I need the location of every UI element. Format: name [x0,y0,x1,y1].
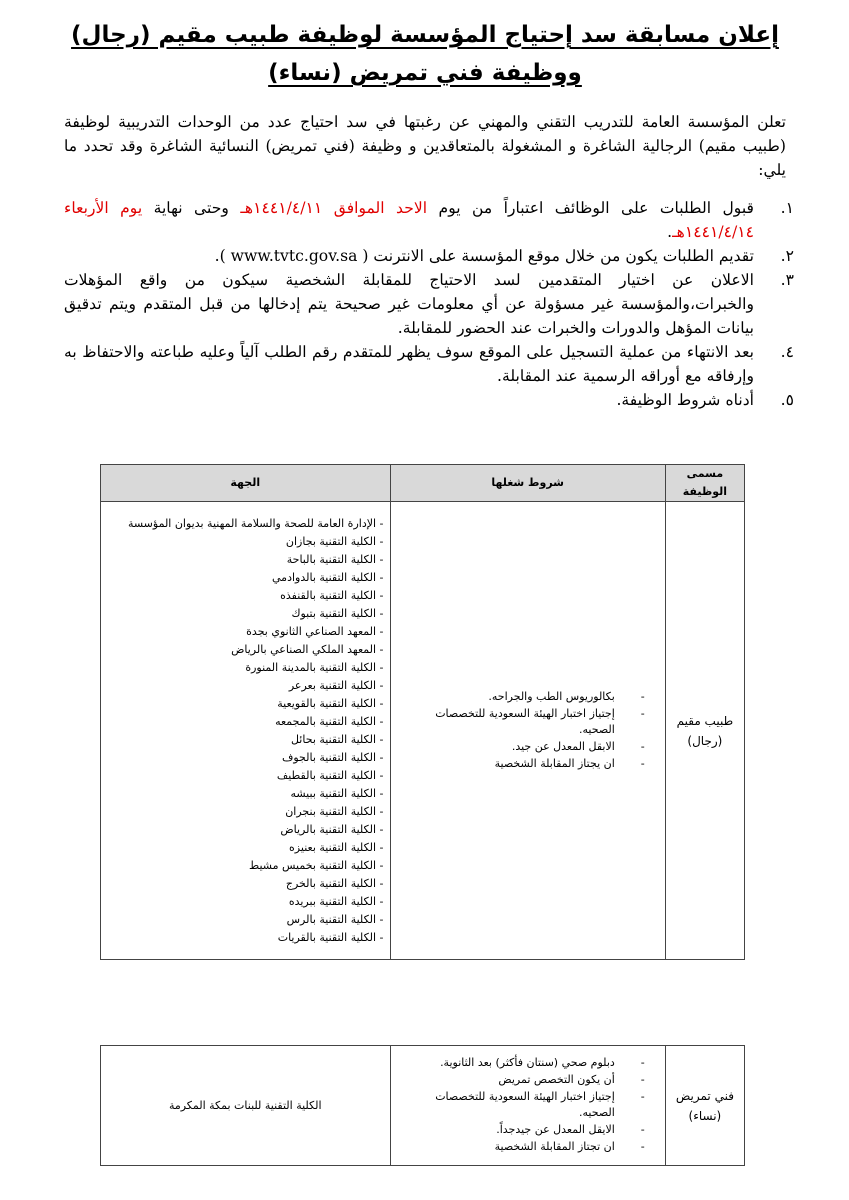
item-text: وحتى نهاية [142,199,241,217]
header-conditions: شروط شغلها [390,465,665,502]
item-text: الاعلان عن اختيار المتقدمين لسد الاحتياج للمقابلة الشخصية سيكون من واقع المؤهلات والخبرات،والمؤسسة غير مسؤولة عن أي معلومات غير صحيحة يتم إدخالها من قبل المتقدم ويتم تدقيق بيانات المؤهل والدورات والخبرات عند الحضور للمقابلة. [64,271,754,337]
condition-item: - ان تجتاز المقابلة الشخصية [397,1139,659,1155]
item-text: بعد الانتهاء من عملية التسجيل على الموقع سوف يظهر للمتقدم رقم الطلب آلياً وعليه طباعته والاحتفاظ به وإرفاقه مع أوراقه الرسمية عند المقابلة. [64,343,754,385]
department-item: - الكلية التقنية بالرياض [280,822,384,836]
condition-item: - الابقل المعدل عن جيد. [397,739,659,755]
department-item: - الكلية التقنية بعنيزه [289,840,384,854]
job-departments: الكلية التقنية للبنات بمكة المكرمة [101,1046,391,1166]
department-item: - الكلية التقنية بالقنفذه [280,588,384,602]
table-header-row [101,465,745,502]
start-date: الاحد الموافق ١٤٤١/٤/١١هـ [240,199,428,217]
job-conditions [390,1046,665,1166]
department-item: - الكلية التقنية ببيشه [290,786,384,800]
department-item: - الكلية التقنية ببريده [288,894,384,908]
table-row [101,502,745,960]
conditions-list [397,689,659,772]
list-item [64,268,794,340]
jobs-table-nursing [100,1045,745,1166]
item-number: ٣. [780,271,794,289]
intro-paragraph: تعلن المؤسسة العامة للتدريب التقني والمهني عن رغبتها في سد احتياج عدد من الوحدات التدريبية لوظيفة (طبيب مقيم) الرجالية الشاغرة و المشغولة بالمتعاقدين و وظيفة (فني تمريض) النسائية الشاغرة وقد تحدد ما يلي: [64,113,786,179]
department-item: - الكلية التقنية بالقويعية [277,696,384,710]
job-title: فني تمريض (نساء) [665,1046,744,1166]
item-number: ٤. [780,343,794,361]
condition-item: - إجتياز اختبار الهيئة السعودية للتخصصات الصحيه. [397,1089,659,1121]
department-item: - الكلية التقنية بخميس مشيط [249,858,384,872]
item-text: أدناه شروط الوظيفة. [616,391,754,409]
department-item: - الكلية التقنية بجازان [285,534,384,548]
department-item: - الكلية التقنية بحائل [290,732,384,746]
item-number: ٢. [780,247,794,265]
department-item: - الكلية التقنية بالمدينة المنورة [245,660,384,674]
header-department: الجهة [101,465,391,502]
announcement-subtitle: ووظيفة فني تمريض (نساء) [268,60,582,86]
department-item: - الكلية التقنية بالقريات [277,930,384,944]
department-item: - الكلية التقنية بنجران [285,804,384,818]
departments-list [107,511,384,951]
department-item: - الكلية التقنية بالقطيف [276,768,384,782]
department-item: - الكلية التقنية بالباحة [286,552,384,566]
end-date: يوم الأربعاء ١٤٤١/٤/١٤هـ [64,199,754,241]
condition-item: - أن يكون التخصص تمريض [397,1072,659,1088]
conditions-list [397,1055,659,1155]
condition-item: - ان يجتاز المقابلة الشخصية [397,756,659,772]
item-number: ١. [780,199,794,217]
item-text: ). [214,247,226,265]
list-item [64,340,794,388]
jobs-table-doctor [100,464,745,960]
list-item [64,196,794,244]
item-number: ٥. [780,391,794,409]
department-item: - الكلية التقنية بالجوف [281,750,384,764]
item-text: تقديم الطلبات يكون من خلال موقع المؤسسة على الانترنت ( [362,247,754,265]
department-item: - الكلية التقنية بالرس [286,912,384,926]
header-role: مسمى الوظيفة [665,465,744,502]
condition-item: - الايقل المعدل عن جيدجداً. [397,1122,659,1138]
condition-item: - إجتياز اختبار الهيئة السعودية للتخصصات الصحيه. [397,706,659,738]
condition-item: - بكالوريوس الطب والجراحه. [397,689,659,705]
list-item [64,388,794,412]
department-item: - الكلية التقنية بتبوك [291,606,384,620]
list-item [64,244,794,268]
job-departments [101,502,391,960]
table-row [101,1046,745,1166]
job-title: طبيب مقيم (رجال) [665,502,744,960]
numbered-list [64,196,794,412]
condition-item: - دبلوم صحي (سنتان فأكثر) بعد الثانوية. [397,1055,659,1071]
department-item: - الكلية التقنية بعرعر [288,678,384,692]
department-item: - المعهد الصناعي الثانوي بجدة [246,624,384,638]
department-item: - الكلية التقنية بالدوادمي [272,570,384,584]
announcement-title: إعلان مسابقة سد إحتياج المؤسسة لوظيفة طبيب مقيم (رجال) [71,22,779,48]
department-item: - الإدارة العامة للصحة والسلامة المهنية بديوان المؤسسة [127,516,384,530]
department-item: - المعهد الملكي الصناعي بالرياض [231,642,384,656]
department-item: - الكلية التقنية بالمجمعه [275,714,384,728]
item-text: . [667,223,673,241]
job-conditions [390,502,665,960]
website-link[interactable]: www.tvtc.gov.sa [230,247,358,265]
department-item: - الكلية التقنية بالخرج [285,876,384,890]
item-text: قبول الطلبات على الوظائف اعتباراً من يوم [427,199,754,217]
